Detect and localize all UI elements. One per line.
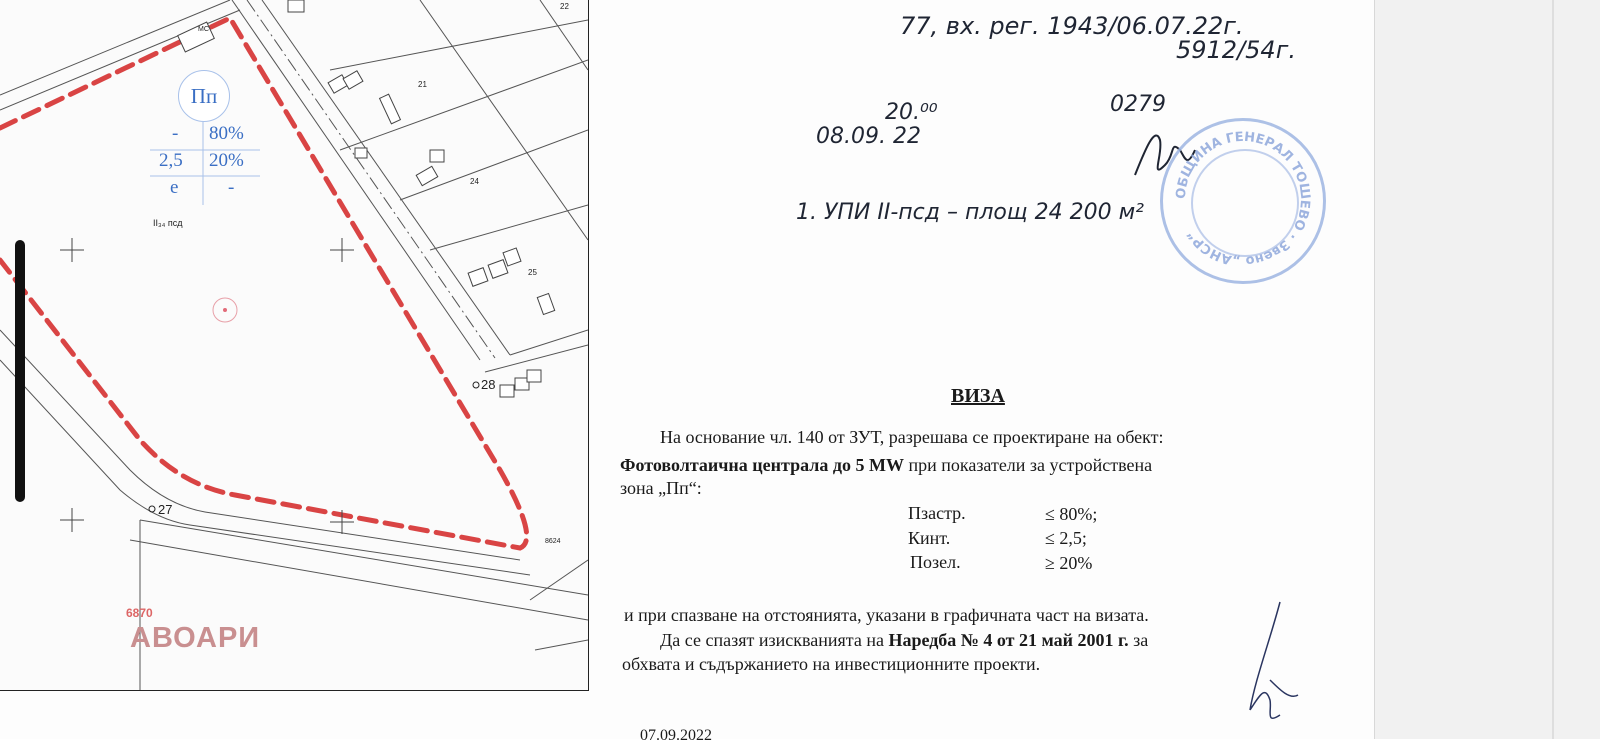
scroll-handle[interactable] — [15, 240, 25, 502]
handwritten-reference-2: 5912/54г. — [1176, 36, 1296, 64]
indicator-value-3: ≥ 20% — [1045, 553, 1093, 573]
handwritten-time: 20.⁰⁰ — [885, 100, 938, 125]
indicator-value-2: ≤ 2,5; — [1045, 528, 1087, 548]
watermark-logo: АВОАРИ — [130, 622, 261, 654]
viewer-right-divider — [1552, 0, 1554, 739]
paragraph-1-line-2-rest: при показатели за устройствена — [903, 455, 1153, 475]
paragraph-3-end: за — [1128, 630, 1149, 650]
visa-document — [590, 0, 1370, 744]
lot-label-22: 22 — [560, 2, 569, 11]
zone-cell-r3c2: - — [228, 177, 235, 198]
point-label-27: 27 — [158, 502, 173, 517]
zone-name-circle — [178, 70, 230, 122]
mc-label: МС — [198, 26, 209, 33]
stamp-text — [1171, 127, 1315, 271]
lower-signature-mark — [1210, 600, 1300, 739]
document-title: ВИЗА — [951, 385, 1005, 407]
zone-cell-r1c1: - — [172, 123, 179, 144]
corner-label: 8624 — [545, 538, 561, 545]
paragraph-1-line-3: зона „Пп“: — [620, 478, 702, 498]
map-drawing — [0, 0, 588, 690]
zone-cell-r2c2: 20% — [209, 150, 244, 171]
viewer-right-margin — [1374, 0, 1600, 739]
paragraph-3-line-1 — [660, 630, 1148, 651]
paragraph-2: и при спазване на отстоянията, указани в графичната част на визата. — [624, 605, 1149, 625]
plot-label: II₃₄ псд — [153, 218, 183, 228]
indicator-name-1: Пзастр. — [908, 503, 966, 523]
paragraph-3-start: Да се спазят изискванията на — [660, 630, 889, 650]
zone-cell-r1c2: 80% — [209, 123, 244, 144]
paragraph-3-line-2: обхвата и съдържанието на инвестиционните проекти. — [622, 654, 1041, 674]
cadastral-map — [0, 0, 589, 691]
indicator-name-3: Позел. — [910, 552, 961, 572]
zone-cell-r3c1: е — [170, 177, 179, 198]
zone-name: Пп — [190, 83, 218, 108]
project-name: Фотоволтаична централа до 5 MW — [620, 455, 904, 475]
indicator-name-2: Кинт. — [908, 528, 951, 548]
lot-label-25: 25 — [528, 268, 537, 277]
zone-cell-r2c1: 2,5 — [159, 150, 183, 171]
handwritten-date: 08.09. 22 — [816, 124, 921, 149]
point-label-70: 6870 — [126, 606, 153, 620]
handwritten-reference: 77, вх. рег. 1943/06.07.22г. — [900, 12, 1244, 40]
indicator-value-1: ≤ 80%; — [1045, 504, 1098, 524]
footer-date: 07.09.2022 — [640, 727, 712, 744]
paragraph-1-line-2 — [620, 455, 1152, 476]
paragraph-1-line-1: На основание чл. 140 от ЗУТ, разрешава се проектиране на обект: — [660, 427, 1164, 447]
official-stamp — [1160, 118, 1326, 284]
lot-label-21: 21 — [418, 80, 427, 89]
handwritten-number: 0279 — [1110, 92, 1166, 117]
road-lines — [0, 0, 588, 690]
handwritten-item: 1. УПИ II-псд – площ 24 200 м² — [796, 200, 1144, 225]
lot-label-24: 24 — [470, 177, 479, 186]
point-label-28: 28 — [481, 377, 496, 392]
regulation-name: Наредба № 4 от 21 май 2001 г. — [888, 630, 1129, 650]
plot-boundary — [0, 18, 527, 548]
svg-text:ОБЩИНА ГЕНЕРАЛ ТОШЕВО · Звено: ОБЩИНА ГЕНЕРАЛ ТОШЕВО · Звено „АНСР“ — [1173, 129, 1313, 269]
